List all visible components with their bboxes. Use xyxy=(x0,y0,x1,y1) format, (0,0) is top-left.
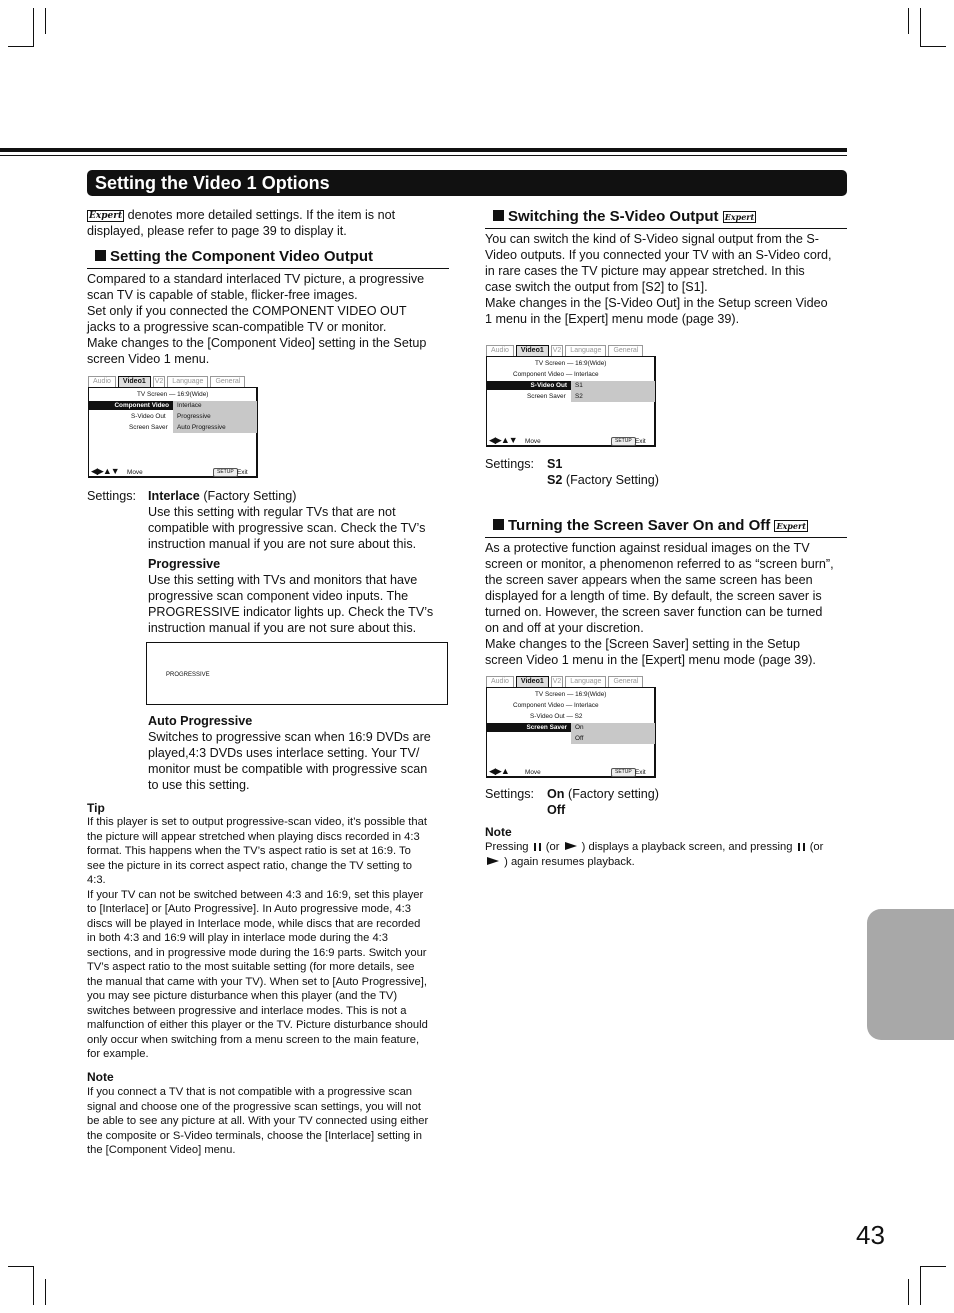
tab-video1: Video1 xyxy=(516,676,549,687)
menu-row: S-Video Out xyxy=(131,413,166,420)
play-icon xyxy=(565,842,577,850)
saver-body: As a protective function against residual images on the TV screen or monitor, a phenomenon referred to as “screen burn”, the screen saver appears when the same screen has been displayed for a length of time. By default, the screen saver is turned on. However, the screen saver function can be turned on and off at your discretion. Make changes to the [Screen Saver] setting in the Setup screen Video 1 menu in the [Expert] menu mode (page 39). xyxy=(485,541,834,667)
setup-menu-saver xyxy=(486,676,656,778)
menu-row-selected: S-Video Out xyxy=(487,381,571,390)
menu-row: TV Screen — 16:9(Wide) xyxy=(535,360,607,367)
menu-row: Screen Saver xyxy=(527,393,566,400)
section-title: Setting the Video 1 Options xyxy=(87,170,847,196)
tip-block: Tip If this player is set to output progressive-scan video, it’s possible that the picture will appear stretched when playing discs recorded in 4:3 format. This happens when the TV’s aspect ratio is set at 16:9. To see the picture in its correct aspect ratio, change the TV setting to 4:3. If your TV can not be switched between 4:3 and 16:9, set this player to [Interlace] or [Auto Progressive]. In Auto progressive mode, 4:3 discs will be played in Interlace mode, while discs that are recorded in both 4:3 and 16:9 will play in interlace mode during the 4:3 sections, and in progressive mode during the 16:9 parts. Switch your TV’s aspect ratio to the most suitable setting (for more details, see the manual that came with your TV). When set to [Auto Progressive], you may see picture disturbance when this player (and the TV) switches between progressive and interlace modes. This is not a malfunction of either this player or the TV. Picture disturbance should only occur when switching from a menu screen to the main feature, for example. xyxy=(87,801,428,1060)
tab-v2: V2 xyxy=(552,678,562,685)
crop-mark xyxy=(920,8,921,47)
option-progressive: Progressive xyxy=(177,413,211,420)
tab-video1: Video1 xyxy=(516,345,549,356)
svideo-settings-label: Settings: xyxy=(485,457,535,471)
option-s2: S2 xyxy=(575,393,583,400)
tab-v2: V2 xyxy=(154,378,164,385)
square-bullet-icon xyxy=(493,519,504,530)
option-interlace: Interlace xyxy=(177,402,202,409)
expert-badge: Expert xyxy=(89,211,123,221)
menu-move-label: Move xyxy=(525,769,541,776)
expert-badge: Expert xyxy=(776,521,806,531)
option-s1: S1 xyxy=(575,382,583,389)
setup-button-icon: SETUP xyxy=(611,768,636,777)
options-panel xyxy=(571,381,655,402)
crop-mark xyxy=(920,1266,946,1267)
crop-mark xyxy=(8,1266,34,1267)
svideo-body: You can switch the kind of S-Video signal output from the S- Video outputs. If you connected your TV with an S-Video cord, in rare cases the TV picture may appear stretched. In this case switch the output from [S2] to [S1]. Make changes in the [S-Video Out] in the Setup screen Video 1 menu in the [Expert] menu mode (page 39). xyxy=(485,232,832,326)
menu-row: TV Screen — 16:9(Wide) xyxy=(535,691,607,698)
square-bullet-icon xyxy=(493,210,504,221)
setup-button-icon: SETUP xyxy=(611,437,636,446)
tab-audio: Audio xyxy=(88,376,116,387)
direction-arrows-icon: ◀▶▲ xyxy=(489,766,509,776)
crop-mark xyxy=(45,1279,46,1305)
tab-general: General xyxy=(608,676,643,687)
tab-language: Language xyxy=(565,345,606,356)
component-settings: Interlace (Factory Setting) Use this setting with regular TVs that are not compatible with progressive scan. Check the TV’s instruction manual if you are not sure about this. Progressive Use this setting with TVs and monitors that have progressive scan component video inputs. The PROGRESSIVE indicator lights up. Check the TV’s instruction manual if you are not sure about this. xyxy=(148,489,434,635)
heading-rule xyxy=(485,228,847,229)
menu-row: Component Video — Interlace xyxy=(513,371,599,378)
tab-v2: V2 xyxy=(552,347,562,354)
note-left-block: Note If you connect a TV that is not compatible with a progressive scan signal and choose one of the progressive scan settings, you will not be able to see any picture at all. With your TV connected using either the composite or S-Video terminals, choose the [Interlace] setting in the [Component Video] menu. xyxy=(87,1070,429,1156)
note-right-block: Note Pressing (or ) displays a playback screen, and pressing (or ) again resumes playback. xyxy=(485,825,824,868)
crop-mark xyxy=(33,1266,34,1305)
pause-icon xyxy=(534,843,541,851)
heading-rule xyxy=(485,537,847,538)
menu-exit-label: Exit xyxy=(635,438,646,445)
menu-exit-label: Exit xyxy=(237,469,248,476)
menu-row: TV Screen — 16:9(Wide) xyxy=(137,391,209,398)
tab-audio: Audio xyxy=(486,676,514,687)
setup-button-icon: SETUP xyxy=(213,468,238,477)
saver-settings: On (Factory setting) Off xyxy=(547,787,659,817)
crop-mark xyxy=(908,1279,909,1305)
tab-general: General xyxy=(608,345,643,356)
menu-row: S-Video Out — S2 xyxy=(530,713,583,720)
option-auto-progressive: Auto Progressive xyxy=(177,424,226,431)
tab-audio: Audio xyxy=(486,345,514,356)
setup-menu-svideo xyxy=(486,345,656,447)
svideo-heading: Switching the S-Video Output Expert xyxy=(493,208,756,226)
menu-screen xyxy=(486,356,656,447)
tab-general: General xyxy=(210,376,245,387)
square-bullet-icon xyxy=(95,250,106,261)
option-on: On xyxy=(575,724,584,731)
component-heading: Setting the Component Video Output xyxy=(95,248,373,266)
component-settings-label: Settings: xyxy=(87,489,137,503)
menu-row-selected: Component Video xyxy=(89,401,173,410)
pause-icon xyxy=(798,843,805,851)
menu-screen xyxy=(486,687,656,778)
tab-language: Language xyxy=(565,676,606,687)
crop-mark xyxy=(920,1266,921,1305)
play-icon xyxy=(487,857,499,865)
menu-move-label: Move xyxy=(525,438,541,445)
header-rule xyxy=(0,148,847,152)
saver-heading: Turning the Screen Saver On and Off Expert xyxy=(493,517,808,535)
menu-row-selected: Screen Saver xyxy=(487,723,571,732)
saver-settings-label: Settings: xyxy=(485,787,535,801)
page-number: 43 xyxy=(856,1220,885,1250)
expert-badge: Expert xyxy=(724,212,755,222)
intro-text: Expert denotes more detailed settings. If the item is not displayed, please refer to page 39 to display it. xyxy=(87,208,396,238)
menu-move-label: Move xyxy=(127,469,143,476)
svideo-settings: S1 S2 (Factory Setting) xyxy=(547,457,659,487)
menu-row: Component Video — Interlace xyxy=(513,702,599,709)
menu-exit-label: Exit xyxy=(635,769,646,776)
progressive-indicator-label: PROGRESSIVE xyxy=(166,672,210,678)
menu-row: Screen Saver xyxy=(129,424,168,431)
setup-menu-component xyxy=(88,376,258,478)
tab-video1: Video1 xyxy=(118,376,151,387)
crop-mark xyxy=(908,8,909,34)
crop-mark xyxy=(8,46,34,47)
crop-mark xyxy=(33,8,34,47)
side-tab xyxy=(867,909,954,1040)
tab-language: Language xyxy=(167,376,208,387)
crop-mark xyxy=(45,8,46,34)
option-off: Off xyxy=(575,735,584,742)
menu-screen xyxy=(88,387,258,478)
direction-arrows-icon: ◀▶▲▼ xyxy=(91,466,119,476)
header-rule-thin xyxy=(0,155,847,156)
progressive-indicator-display xyxy=(146,642,448,705)
direction-arrows-icon: ◀▶▲▼ xyxy=(489,435,517,445)
auto-progressive-setting: Auto Progressive Switches to progressive scan when 16:9 DVDs are played,4:3 DVDs uses interlace setting. Your TV/ monitor must be compatible with progressive scan to use this setting. xyxy=(148,714,431,792)
component-body: Compared to a standard interlaced TV picture, a progressive scan TV is capable of stable, flicker-free images. Set only if you connected the COMPONENT VIDEO OUT jacks to a progressive scan-compatible TV or monitor. Make changes to the [Component Video] setting in the Setup screen Video 1 menu. xyxy=(87,272,427,366)
crop-mark xyxy=(920,46,946,47)
heading-rule xyxy=(87,268,449,269)
